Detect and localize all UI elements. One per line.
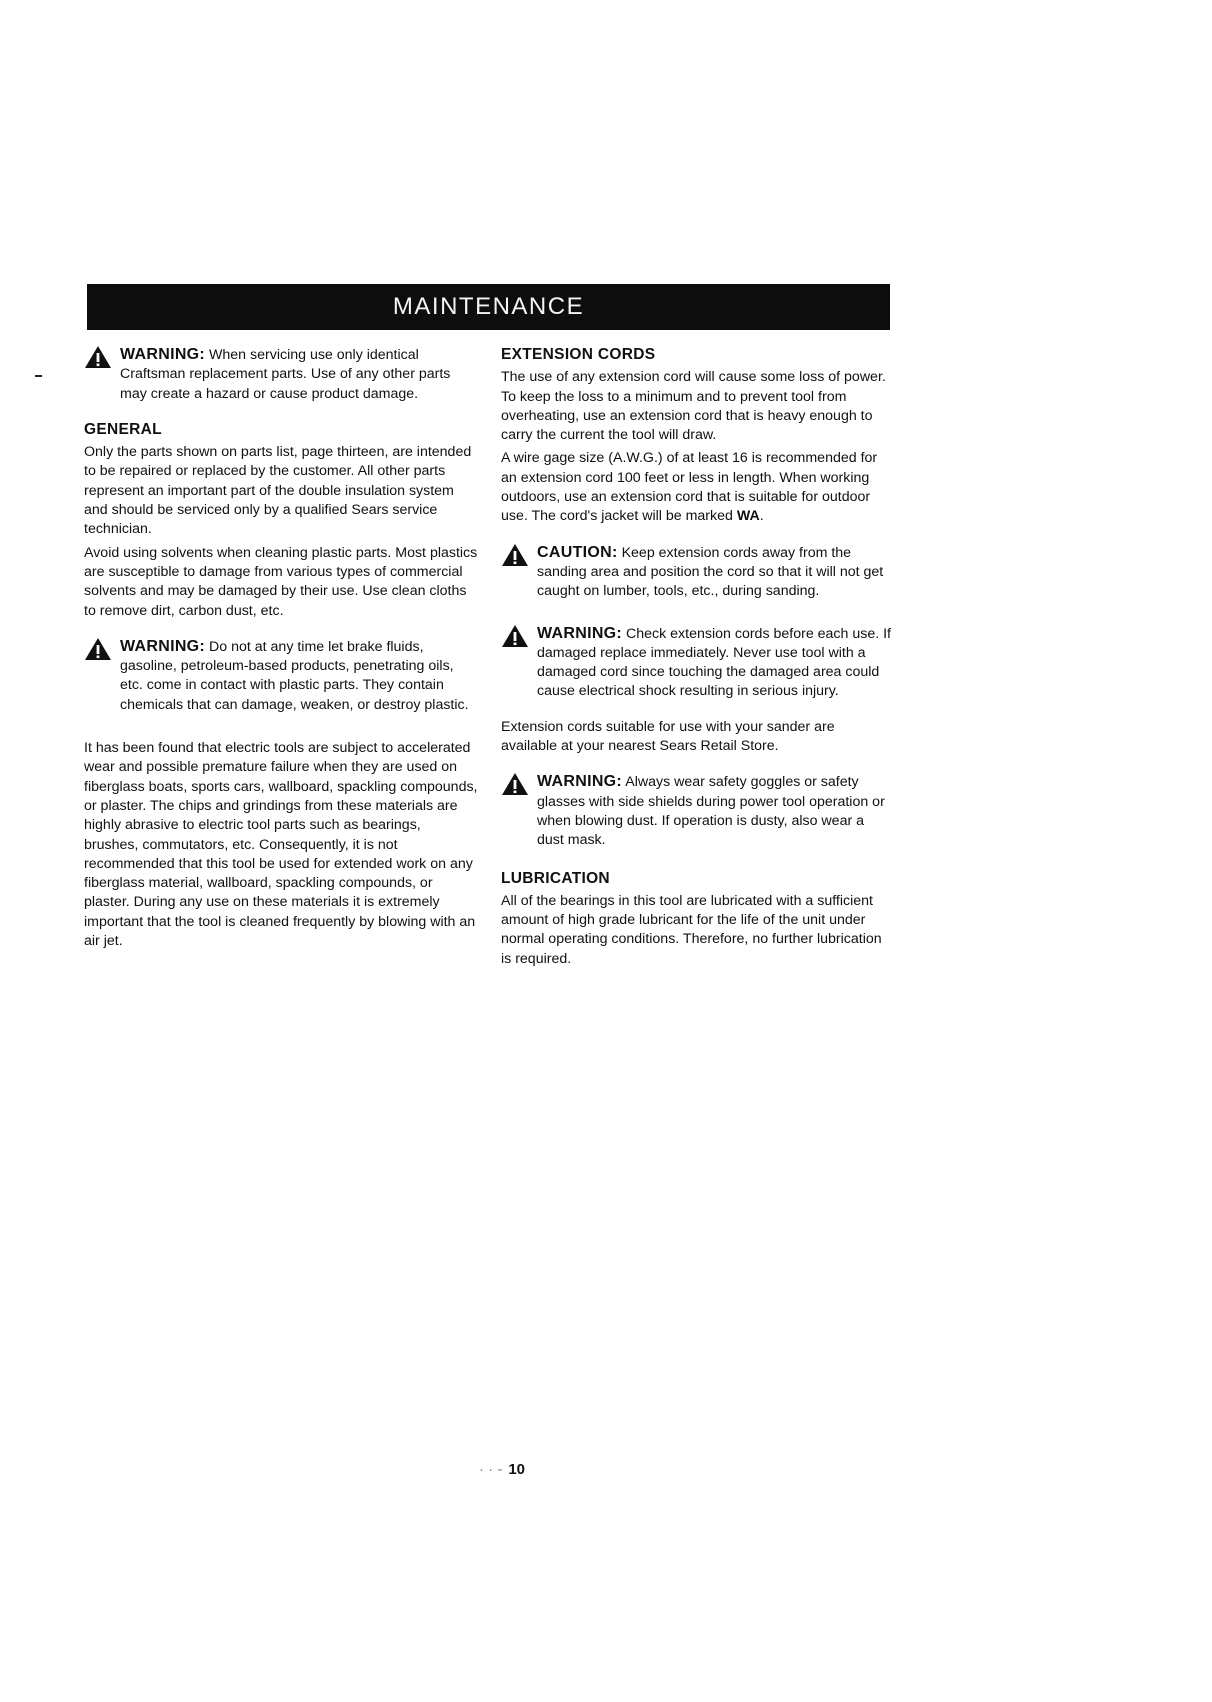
section-banner: MAINTENANCE — [87, 284, 890, 330]
general-heading: GENERAL — [84, 420, 162, 438]
caution-text: Keep extension cords away from the sanding area and position the cord so that it will not get caught on lumber, tools, etc., during sanding. — [537, 544, 884, 600]
warning-block-safety-goggles — [501, 772, 893, 850]
warning-text: Do not at any time let brake fluids, gasoline, petroleum-based products, penetrating oils, etc. come in contact with plastic parts. They contain chemicals that can damage, weaken, or destroy plastic. — [120, 638, 469, 713]
extension-paragraph-gage: A wire gage size (A.W.G.) of at least 16 is recommended for an extension cord 100 feet or less in length. When working outdoors, use an extension cord that is suitable for outdoor use. The cord's jacket will be marked WA. — [501, 450, 878, 525]
warning-triangle-icon — [501, 772, 529, 796]
outdoor-marking: WA — [736, 508, 760, 525]
caution-triangle-icon — [501, 543, 529, 567]
extension-cords-heading: EXTENSION CORDS — [501, 346, 656, 363]
warning-triangle-icon — [84, 637, 112, 661]
warning-block-chemicals — [84, 637, 479, 715]
right-column — [501, 345, 893, 973]
left-column — [84, 345, 479, 955]
warning-label: WARNING: — [537, 773, 623, 791]
warning-block-damaged-cord — [501, 624, 893, 702]
warning-triangle-icon — [501, 624, 529, 648]
general-paragraph-parts: Only the parts shown on parts list, page thirteen, are intended to be repaired or replaced by the customer. All other parts represent an important part of the double insulation system and should be serviced only by a qualified Sears service technician. — [84, 444, 472, 538]
page-number: · · - 10 — [479, 1461, 526, 1478]
warning-triangle-icon — [84, 345, 112, 369]
warning-text: Always wear safety goggles or safety glasses with side shields during power tool operation or when blowing dust. If operation is dusty, also wear a dust mask. — [537, 774, 885, 849]
warning-text: When servicing use only identical Craftsman replacement parts. Use of any other parts may create a hazard or cause product damage. — [120, 347, 451, 402]
fiberglass-paragraph: It has been found that electric tools are subject to accelerated wear and possible premature failure when they are used on fiberglass boats, sports cars, wallboard, spackling compounds, or plaster. The chips and grindings from these materials are highly abrasive to electric tool parts such as bearings, brushes, commutators, etc. Consequently, it is not recommended that this tool be used for extended work on any fiberglass material, wallboard, spackling compounds, or plaster. During any use on these materials it is extremely important that the tool is cleaned frequently by blowing with an air jet. — [84, 740, 478, 950]
warning-label: WARNING: — [120, 637, 206, 655]
extension-paragraph-power: The use of any extension cord will cause some loss of power. To keep the loss to a minimum and to prevent tool from overheating, use an extension cord that is heavy enough to carry the current the tool will draw. — [501, 369, 886, 444]
warning-block-replacement-parts — [84, 345, 479, 404]
lubrication-paragraph: All of the bearings in this tool are lubricated with a sufficient amount of high grade lubricant for the life of the unit under normal operating conditions. Therefore, no further lubrication is required. — [501, 892, 882, 967]
warning-text: Check extension cords before each use. If damaged replace immediately. Never use tool with a damaged cord since touching the damaged area could cause electrical shock resulting in serious injury. — [537, 625, 891, 700]
lubrication-heading: LUBRICATION — [501, 869, 610, 887]
caution-label: CAUTION: — [537, 543, 618, 561]
sears-store-paragraph: Extension cords suitable for use with your sander are available at your nearest Sears Retail Store. — [501, 718, 835, 755]
caution-block-cord-position — [501, 543, 893, 602]
warning-label: WARNING: — [120, 346, 206, 363]
margin-mark — [35, 375, 42, 377]
general-paragraph-solvents: Avoid using solvents when cleaning plastic parts. Most plastics are susceptible to damage from various types of commercial solvents and may be damaged by their use. Use clean cloths to remove dirt, carbon dust, etc. — [84, 544, 478, 619]
warning-label: WARNING: — [537, 624, 623, 642]
